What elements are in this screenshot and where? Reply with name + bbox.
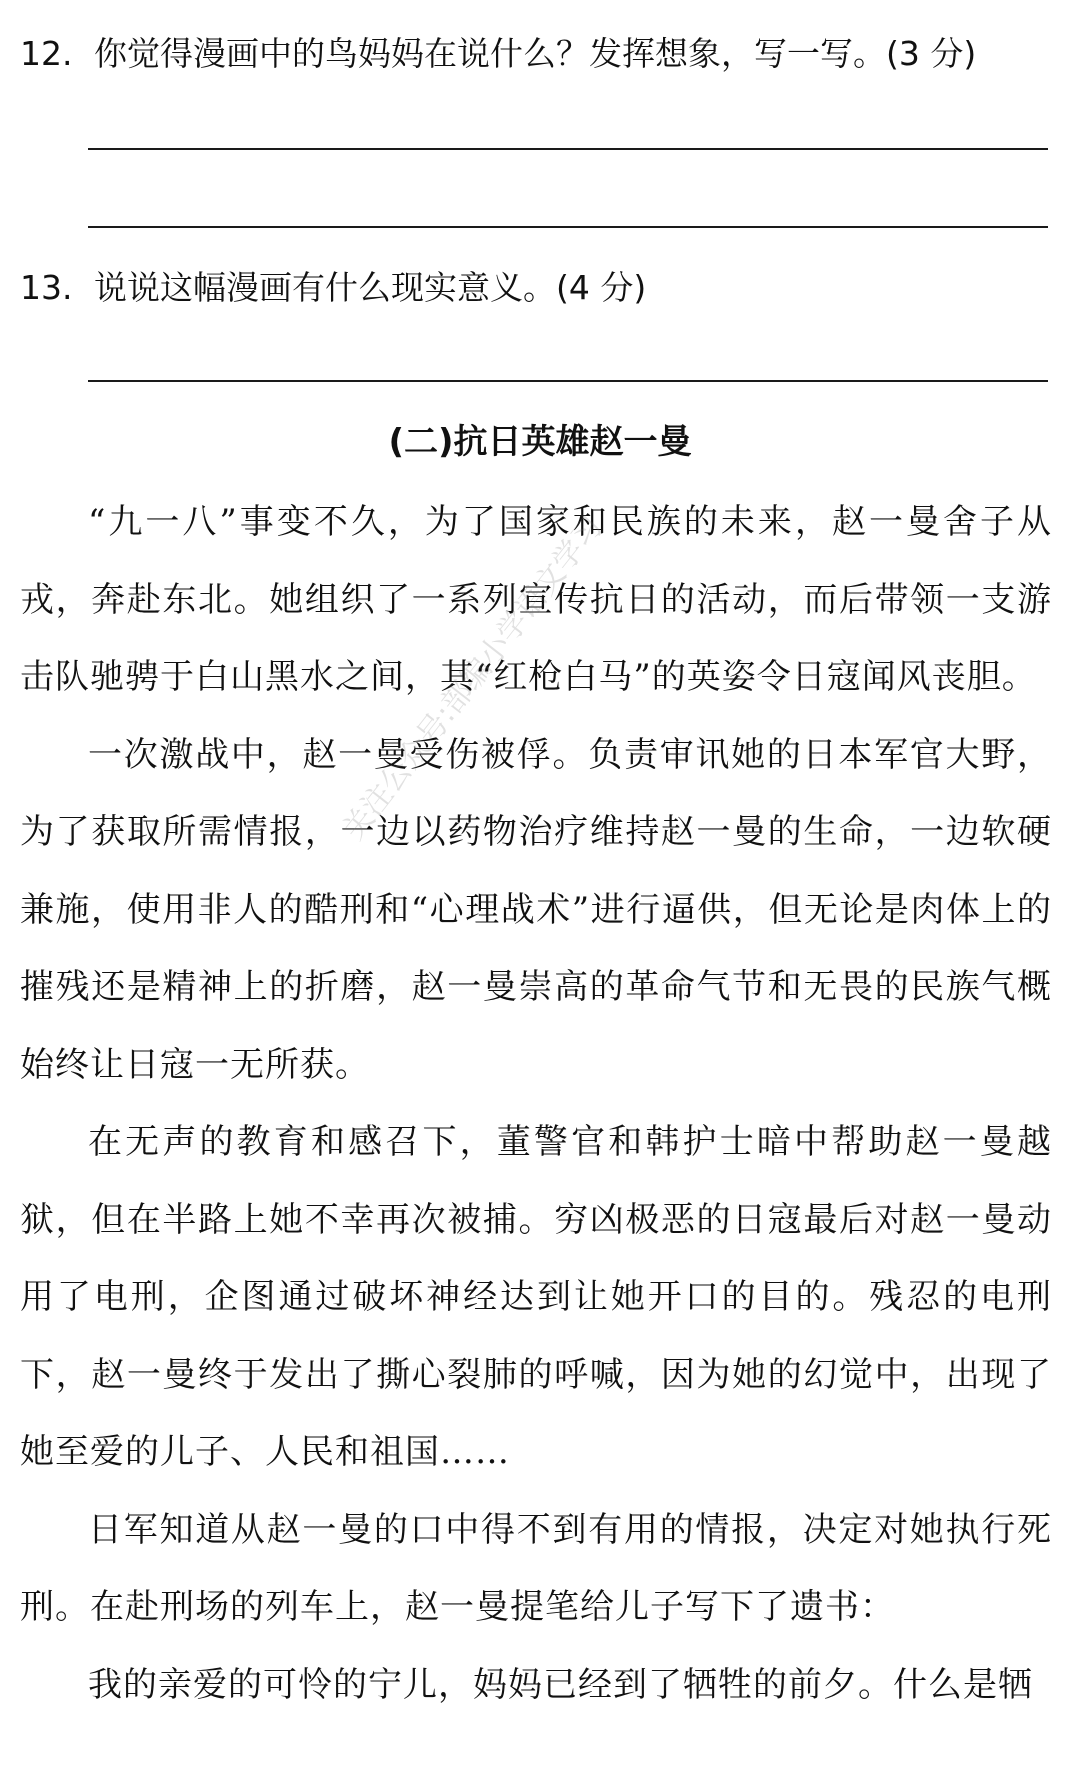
question-number: 12. xyxy=(20,34,73,73)
watermark: 关注公众号:部编小学语文学习 xyxy=(336,509,611,847)
answer-line[interactable] xyxy=(88,226,1048,228)
paragraph: “九一八”事变不久，为了国家和民族的未来，赵一曼舍子从戎，奔赴东北。她组织了一系列宣传抗日的活动，而后带领一支游击队驰骋于白山黑水之间，其“红枪白马”的英姿令日寇闻风丧胆。 xyxy=(20,502,1052,697)
paragraph: 日军知道从赵一曼的口中得不到有用的情报，决定对她执行死刑。在赴刑场的列车上，赵一曼提笔给儿子写下了遗书： xyxy=(20,1509,1052,1627)
answer-line[interactable] xyxy=(88,148,1048,150)
answer-line[interactable] xyxy=(88,380,1048,382)
reading-passage xyxy=(20,484,1052,1724)
paragraph: 在无声的教育和感召下，董警官和韩护士暗中帮助赵一曼越狱，但在半路上她不幸再次被捕。穷凶极恶的日寇最后对赵一曼动用了电刑，企图通过破坏神经达到让她开口的目的。残忍的电刑下，赵一曼终于发出了撕心裂肺的呼喊，因为她的幻觉中，出现了她至爱的儿子、人民和祖国…… xyxy=(20,1122,1052,1472)
question-text: 你觉得漫画中的鸟妈妈在说什么？发挥想象，写一写。(3 分) xyxy=(94,34,977,73)
question-13 xyxy=(20,268,1060,308)
section-title: (二)抗日英雄赵一曼 xyxy=(388,422,692,462)
question-number: 13. xyxy=(20,268,73,307)
question-text: 说说这幅漫画有什么现实意义。(4 分) xyxy=(94,268,647,307)
question-12 xyxy=(20,34,1060,74)
paragraph: 一次激战中，赵一曼受伤被俘。负责审讯她的日本军官大野，为了获取所需情报，一边以药物治疗维持赵一曼的生命，一边软硬兼施，使用非人的酷刑和“心理战术”进行逼供，但无论是肉体上的摧残还是精神上的折磨，赵一曼崇高的革命气节和无畏的民族气概始终让日寇一无所获。 xyxy=(20,734,1052,1085)
paragraph: 我的亲爱的可怜的宁儿，妈妈已经到了牺牲的前夕。什么是牺 xyxy=(88,1664,1033,1705)
